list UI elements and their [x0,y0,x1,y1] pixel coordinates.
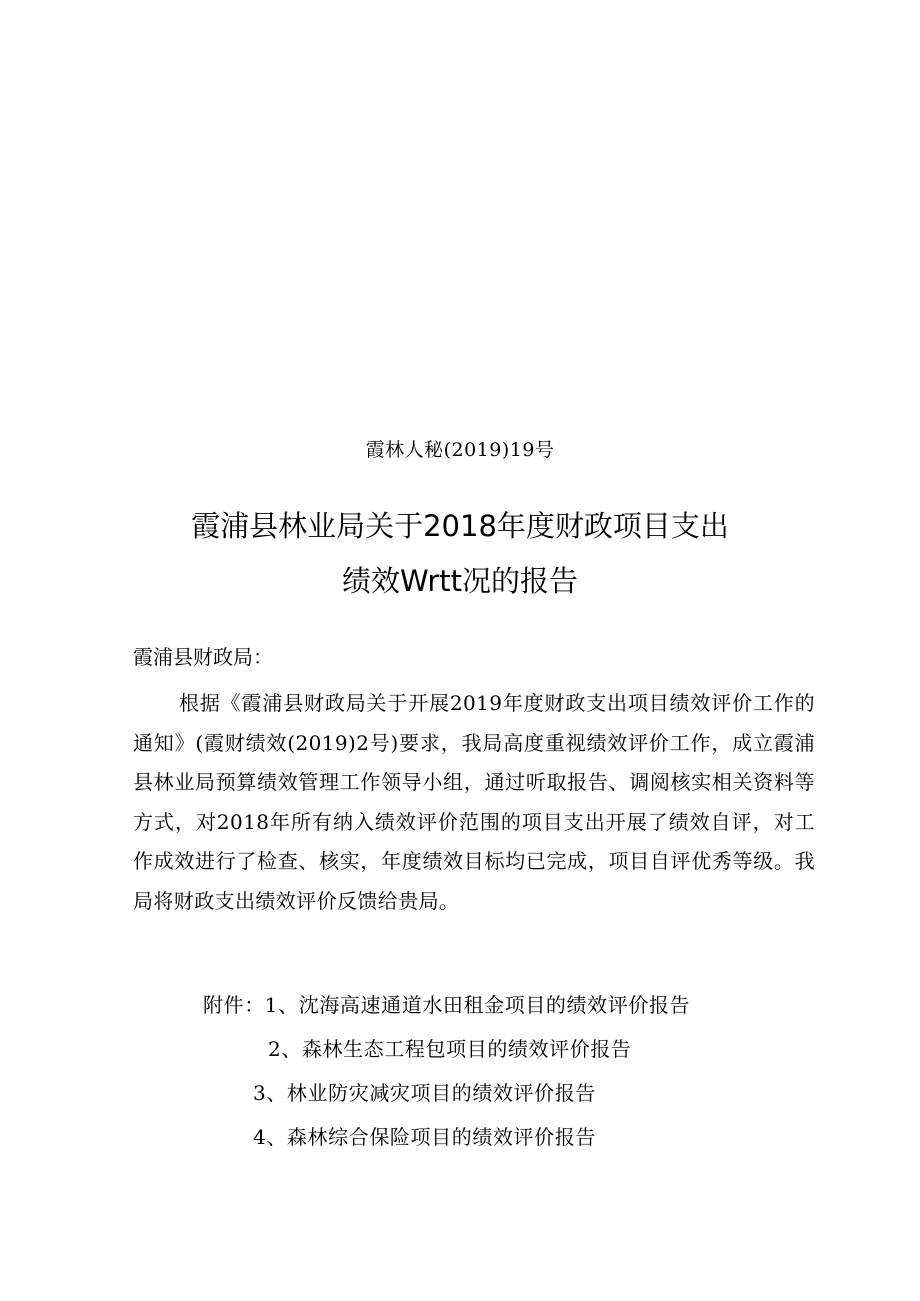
document-number: 霞林人秘(2019)19号 [365,439,555,461]
attachment-item-4: 4、森林综合保险项目的绩效评价报告 [253,1125,596,1149]
attachment-item-2: 2、森林生态工程包项目的绩效评价报告 [268,1037,632,1061]
attachment-item-3: 3、林业防灾减灾项目的绩效评价报告 [253,1081,596,1105]
body-paragraph: 根据《霞浦县财政局关于开展2019年度财政支出项目绩效评价工作的通知》(霞财绩效(2019)2号)要求，我局高度重视绩效评价工作，成立霞浦县林业局预算绩效管理工作领导小组，通过听取报告、调阅核实相关资料等方式，对2018年所有纳入绩效评价范围的项目支出开展了绩效自评，对工作成效进行了检查、核实，年度绩效目标均已完成，项目自评优秀等级。我局将财政支出绩效评价反馈给贵局。 [133,691,815,913]
document-title-line-1: 霞浦县林业局关于2018年度财政项目支出 [191,509,729,543]
attachment-item-1: 附件：1、沈海高速通道水田租金项目的绩效评价报告 [203,993,691,1017]
salutation: 霞浦县财政局： [133,645,273,669]
document-title-line-2: 绩效Wrtt况的报告 [341,564,579,598]
